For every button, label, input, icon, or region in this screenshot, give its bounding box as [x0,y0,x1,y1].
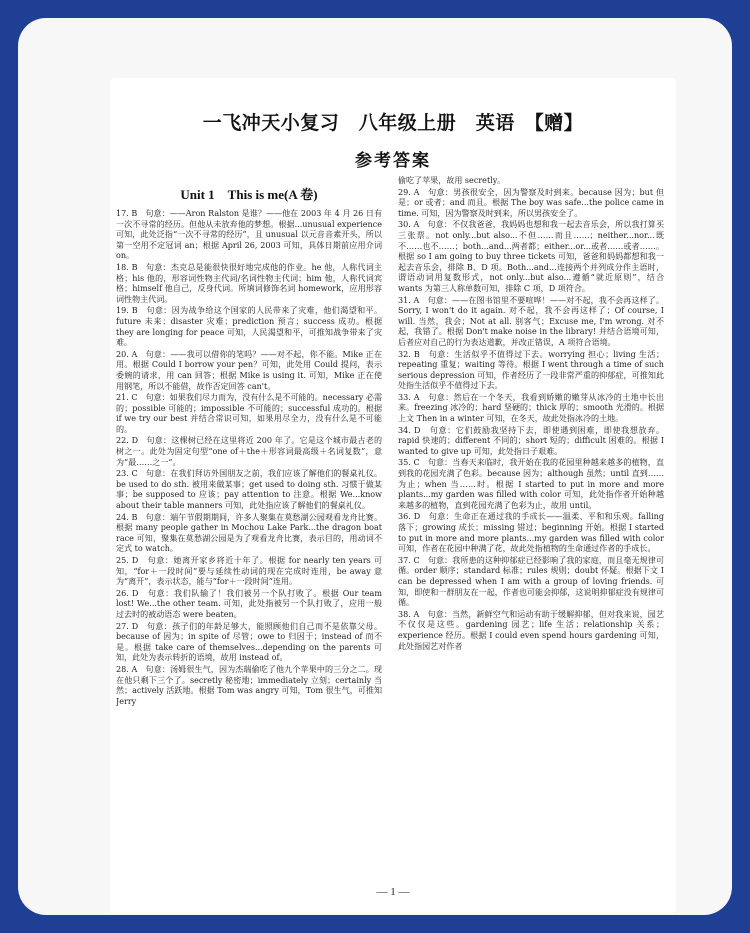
answer-item: 21. C 句意：如果我们尽力而为，没有什么是不可能的。necessary 必需的；possible 可能的；impossible 不可能的；successful 成功的。根据 if we try our best 并结合常识可知，如果用尽全力，没有什么是不可能的。 [116,393,382,434]
left-column [116,176,382,872]
answer-item: 31. A 句意：——在图书馆里不要喧哗！——对不起，我不会再这样了。Sorry, I won't do it again. 对不起，我不会再这样了；Of course, I will. 当然，我会；Not at all. 别客气；Excuse me, I'm wrong. 对不起，我错了。根据 Don't make noise in the library! 并结合语境可知，后者应对自己的行为表达道歉，并改正错误，A 项符合语境。 [398,295,664,347]
answer-item: 25. D 句意：她离开家乡将近十年了。根据 for nearly ten years 可知，“for＋一段时间”要与延续性动词的现在完成时连用，be away 意为“离开”，表示状态，能与“for＋一段时间”连用。 [116,556,382,587]
answer-item: 18. B 句意：杰克总是能很快很好地完成他的作业。he 他，人称代词主格；his 他的，形容词性物主代词/名词性物主代词；him 他，人称代词宾格；himself 他自己，反身代词。所填词修饰名词 homework，应用形容词性物主代词。 [116,262,382,304]
answer-item: 偷吃了苹果，故用 secretly。 [398,176,506,185]
answer-item: 28. A 句意：汤姆很生气，因为杰瑞偷吃了他九个苹果中的三分之二。现在他只剩下三个了。secretly 秘密地；immediately 立刻；certainly 当然；actively 活跃地。根据 Tom was angry 可知，Tom 很生气，可推知 Jerry [116,664,382,706]
answer-item: 27. D 句意：孩子们的年龄足够大，能照顾他们自己而不是依靠父母。because of 因为；in spite of 尽管；owe to 归因于；instead of 而不是。根据 take care of themselves...depending on the parents 可知，此处为表示转折的语境，故用 instead of。 [116,621,382,663]
answer-item: 32. B 句意：生活似乎不值得过下去。worrying 担心；living 生活；repeating 重复；waiting 等待。根据 I went through a time of such serious depression 可知，作者经历了一段非常严重的抑郁症，可推知此处指生活似乎不值得过下去。 [398,349,664,391]
answer-item: 29. A 句意：男孩很安全，因为警察及时到来。because 因为；but 但是；or 或者；and 而且。根据 The boy was safe...the police came in time. 可知，因为警察及时到来，所以男孩安全了。 [398,187,664,218]
answer-item: 37. C 句意：我所患的这种抑郁症已经影响了我的家庭，而且毫无规律可循。order 顺序；standard 标准；rules 规则；doubt 怀疑。根据下文 I can be depressed when I am with a group of loving friends. 可知，即使和一群朋友在一起，作者也可能会抑郁，这说明抑郁症没有规律可循。 [398,555,664,608]
answer-sheet-page [110,78,676,914]
page-title: 一飞冲天小复习 八年级上册 英语 【赠】 [202,112,584,134]
answer-item: 30. A 句意：不仅我爸爸，我妈妈也想和我一起去音乐会，所以我打算买三张票。not only...but also...不但……而且……；neither...nor...既不……也不……；both...and...两者都；either...or...或者……或者……。根据 so I am going to buy three tickets 可知，爸爸和妈妈都想和我一起去音乐会，排除 B、D 项。Both...and...连接两个并列成分作主语时，谓语动词用复数形式，not only...but also...遵循“就近原则”，结合 wants 为第三人称单数可知，排除 C 项，D 项符合。 [398,220,664,293]
answer-item: 17. B 句意：——Aron Ralston 是谁？——他在 2003 年 4 月 26 日有一次不寻常的经历。但他从未放弃他的梦想。根据...unusual experience 可知，此处泛指“一次不寻常的经历”，且 unusual 以元音音素开头，所以第一空用不定冠词 an；根据 April 26, 2003 可知，具体日期前应用介词 on。 [116,209,382,261]
page-frame [18,18,732,915]
answer-item: 19. B 句意：因为战争给这个国家的人民带来了灾难，他们渴望和平。future 未来；disaster 灾难；prediction 预言；success 成功。根据 they are longing for peace 可知，人民渴望和平，可推知战争带来了灾难。 [116,306,382,348]
page-number: — 1 — [376,886,410,898]
answer-item: 34. D 句意：它们鼓励我坚持下去，即使遇到困难，即使我想放弃。rapid 快速的；different 不同的；short 短的；difficult 困难的。根据 I wanted to give up 可知，此处指日子艰难。 [398,425,664,456]
answer-item: 23. C 句意：在我们拜访外国朋友之前，我们应该了解他们的餐桌礼仪。be used to do sth. 被用来做某事；get used to doing sth. 习惯于做某事；be supposed to 应该；pay attention to 注意。根据 We...know about their table manners 可知，此处指应该了解他们的餐桌礼仪。 [116,469,382,511]
answer-item: 36. D 句意：生命正在通过我的手成长——温柔、平和和乐观。falling 落下；growing 成长；missing 错过；beginning 开始。根据 I started to put in more and more plants...my garden was filled with color 可知，作者在花园中种满了花，故此处指植物的生命通过作者的手成长。 [398,512,664,554]
answer-item: 33. A 句意：然后在一个冬天，我看到娇嫩的嫩芽从冰冷的土地中长出来。freezing 冰冷的；hard 坚硬的；thick 厚的；smooth 光滑的。根据上文 Then in a winter 可知，在冬天，故此处指冰冷的土地。 [398,392,664,424]
unit-title: Unit 1 This is me(A 卷) [180,187,318,202]
answer-item: 24. B 句意：端午节假期期间，许多人聚集在莫愁湖公园观看龙舟比赛。根据 many people gather in Mochou Lake Park...the dragon boat race 可知，聚集在莫愁湖公园是为了观看龙舟比赛，表示目的，用动词不定式 to watch。 [116,512,382,554]
right-column [398,176,664,872]
answer-item: 22. D 句意：这棵树已经在这里将近 200 年了。它是这个城市最古老的树之一。此处为固定句型“one of＋the＋形容词最高级＋名词复数”，意为“最……之一”。 [116,436,382,467]
answer-item: 20. A 句意：——我可以借你的笔吗？——对不起，你不能。Mike 正在用。根据 Could I borrow your pen？可知，此处用 Could 提问，表示委婉的请求，用 can 回答；根据 Mike is using it. 可知，Mike 正在使用钢笔，所以不能借，故作否定回答 can't。 [116,349,382,391]
answer-item: 35. C 句意：当春天来临时，我开始在我的花园里种越来越多的植物，直到我的花园充满了色彩。because 因为；although 虽然；until 直到……为止；when 当……时。根据 I started to put in more and more plants...my garden was filled with color 可知，此处指作者开始种越来越多的植物，直到花园充满了色彩为止，故用 until。 [398,458,664,510]
answer-item: 26. D 句意：我们队输了！我们被另一个队打败了。根据 Our team lost! We...the other team. 可知，此处指被另一个队打败了，应用一般过去时的被动语态 were beaten。 [116,588,382,619]
answer-item: 38. A 句意：当然，新鲜空气和运动有助于缓解抑郁，但对我来说，园艺不仅仅是这些。gardening 园艺；life 生活；relationship 关系；experience 经历。根据 I could even spend hours gardening 可知，此处指园艺对作者 [398,609,664,651]
page-subtitle: 参考答案 [355,151,431,171]
